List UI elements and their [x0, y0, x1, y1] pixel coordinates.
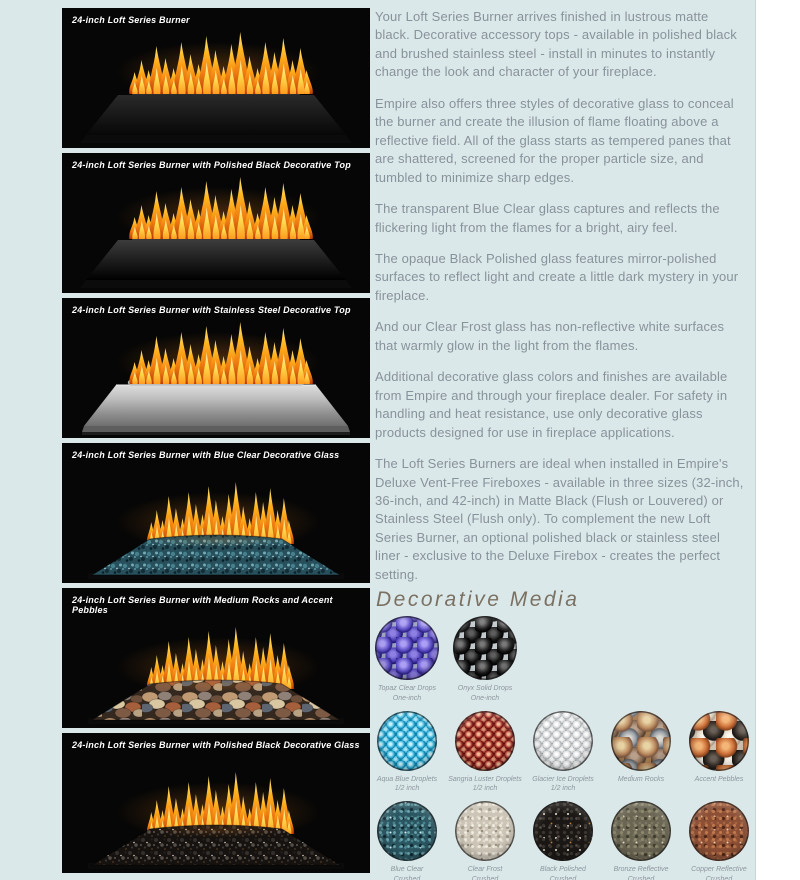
photo-caption: 24-inch Loft Series Burner with Polished Black Decorative Top	[72, 160, 351, 170]
paragraph: And our Clear Frost glass has non-reflective white surfaces that warmly glow in the light from the flames.	[375, 319, 725, 353]
media-row-2	[368, 711, 760, 795]
media-swatch-aqua-blue	[377, 711, 437, 771]
body-copy	[375, 8, 746, 597]
media-label: Bronze Reflective Crushed	[613, 866, 669, 880]
media-item-aqua-blue	[368, 711, 446, 795]
page-right-margin	[755, 0, 800, 880]
media-label: Accent Pebbles	[694, 775, 744, 783]
media-item-accent-pebbles	[680, 711, 758, 795]
product-photo	[62, 443, 370, 583]
burner-flame-illustration	[62, 298, 370, 438]
media-label: Clear Frost Crushed	[467, 866, 503, 880]
photo-caption: 24-inch Loft Series Burner with Stainless Steel Decorative Top	[72, 305, 351, 315]
media-row-1	[368, 616, 760, 704]
media-swatch-glacier-ice	[533, 711, 593, 771]
media-swatch-topaz	[375, 616, 439, 680]
media-swatch-accent-pebbles	[689, 711, 749, 771]
media-label: Black Polished Crushed	[540, 866, 586, 880]
media-swatch-blue-clear	[377, 801, 437, 861]
media-swatch-onyx	[453, 616, 517, 680]
media-swatch-copper-reflective	[689, 801, 749, 861]
media-item-blue-clear	[368, 801, 446, 880]
media-item-onyx	[446, 616, 524, 704]
burner-flame-illustration	[62, 8, 370, 148]
paragraph: Additional decorative glass colors and finishes are available from Empire and through your fireplace dealer. For safety in handling and heat resistance, use only decorative glass products designed for use in fireplace applications.	[375, 369, 728, 440]
media-swatch-sangria	[455, 711, 515, 771]
media-label: Sangria Luster Droplets 1/2 inch	[448, 775, 522, 793]
media-swatch-black-polished	[533, 801, 593, 861]
media-item-clear-frost	[446, 801, 524, 880]
paragraph: Your Loft Series Burner arrives finished in lustrous matte black. Decorative accessory tops - available in polished black and brushed stainless steel - install in minutes to instantly change the look and character of your fireplace.	[375, 9, 737, 80]
burner-flame-illustration	[62, 733, 370, 873]
product-photo	[62, 153, 370, 293]
media-label: Glacier Ice Droplets 1/2 inch	[532, 775, 594, 793]
media-row-3	[368, 801, 760, 880]
media-item-black-polished	[524, 801, 602, 880]
media-item-medium-rocks	[602, 711, 680, 795]
media-label: Onyx Solid Drops One-inch	[457, 685, 513, 702]
media-label: Blue Clear Crushed	[390, 866, 424, 880]
media-item-copper-reflective	[680, 801, 758, 880]
paragraph: The opaque Black Polished glass features mirror-polished surfaces to reflect light and create a little dark mystery in your fireplace.	[375, 250, 739, 303]
paragraph: The Loft Series Burners are ideal when installed in Empire's Deluxe Vent-Free Fireboxes - available in three sizes (32-inch, 36-inch, and 42-inch) in Matte Black (Flush or Louvered) or Stainless Steel (Flush only). To complement the new Loft Series Burner, an optional polished black or stainless steel liner - exclusive to the Deluxe Firebox - creates the perfect setting.	[375, 456, 744, 582]
media-label: Topaz Clear Drops One-inch	[377, 685, 437, 702]
media-label: Copper Reflective Crushed	[691, 866, 747, 880]
photo-caption: 24-inch Loft Series Burner with Blue Clear Decorative Glass	[72, 450, 340, 460]
media-item-glacier-ice	[524, 711, 602, 795]
media-item-topaz	[368, 616, 446, 704]
media-label: Medium Rocks	[617, 775, 665, 783]
media-item-bronze-reflective	[602, 801, 680, 880]
product-photo	[62, 298, 370, 438]
media-swatch-medium-rocks	[611, 711, 671, 771]
photo-caption: 24-inch Loft Series Burner with Polished Black Decorative Glass	[72, 740, 360, 750]
media-swatch-clear-frost	[455, 801, 515, 861]
burner-flame-illustration	[62, 153, 370, 293]
media-item-sangria	[446, 711, 524, 795]
media-grid	[368, 616, 760, 880]
decorative-media-heading: Decorative Media	[376, 588, 580, 611]
paragraph: The transparent Blue Clear glass captures and reflects the flickering light from the flames for a bright, airy feel.	[375, 201, 720, 235]
photo-caption: 24-inch Loft Series Burner	[72, 15, 190, 25]
media-label: Aqua Blue Droplets 1/2 inch	[376, 775, 438, 793]
burner-flame-illustration	[62, 443, 370, 583]
product-photo	[62, 733, 370, 873]
media-swatch-bronze-reflective	[611, 801, 671, 861]
product-photo	[62, 8, 370, 148]
paragraph: Empire also offers three styles of decorative glass to conceal the burner and create the illusion of flame floating above a reflective field. All of the glass starts as tempered panes that are shattered, screened for the proper particle size, and tumbled to minimize sharp edges.	[375, 95, 734, 185]
photo-column	[62, 8, 370, 878]
photo-caption: 24-inch Loft Series Burner with Medium Rocks and Accent Pebbles	[72, 595, 333, 615]
product-photo	[62, 588, 370, 728]
